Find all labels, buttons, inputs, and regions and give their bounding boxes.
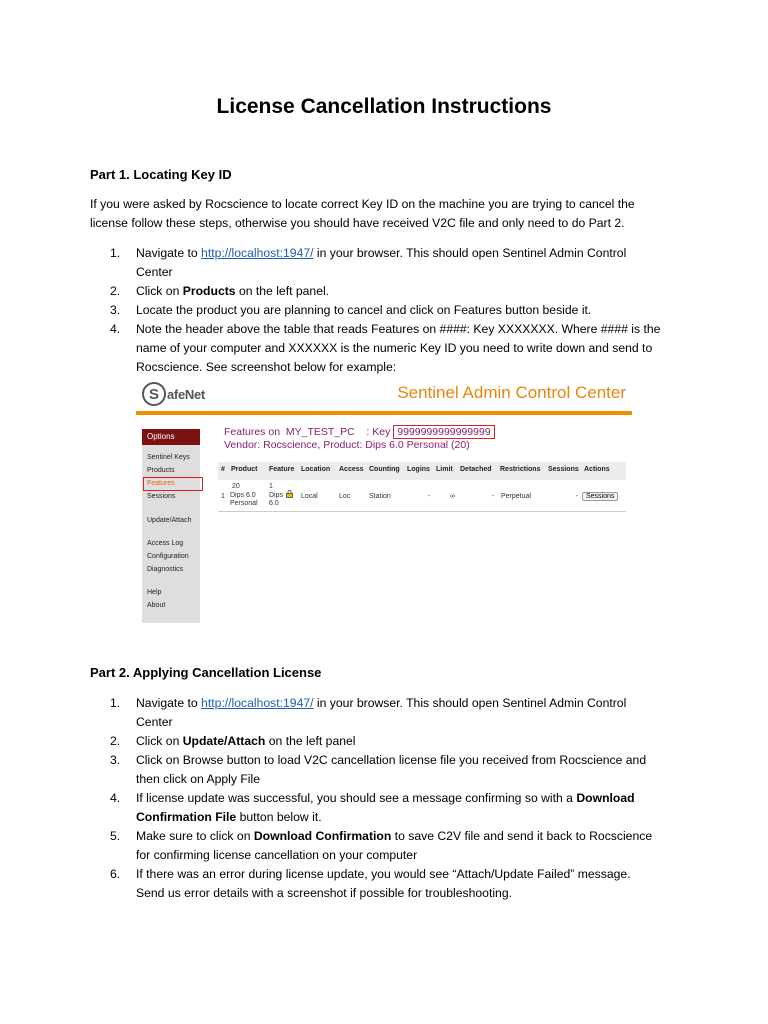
step-number: 1. — [110, 696, 121, 710]
step-text: Navigate to — [136, 696, 202, 710]
safenet-logo-text: afeNet — [167, 386, 205, 402]
column-header: Logins — [407, 466, 430, 473]
step-text: then click on Apply File — [136, 772, 260, 786]
document-title: License Cancellation Instructions — [216, 95, 552, 118]
cell-text: Dips — [269, 491, 284, 499]
step-text: Click on — [136, 734, 183, 748]
step-text: button below it. — [236, 810, 322, 824]
list-item — [110, 244, 680, 282]
step-bold-text: Products — [182, 284, 236, 298]
list-item — [110, 320, 680, 377]
step-text: Center — [136, 715, 173, 729]
step-number: 3. — [110, 303, 121, 317]
column-header: Location — [301, 466, 331, 473]
sidebar-item-sessions[interactable]: Sessions — [147, 493, 176, 500]
sidebar-header: Options — [142, 429, 200, 445]
step-text: If there was an error during license update, you would see “Attach/Update Failed” message. — [136, 867, 631, 881]
key-id-highlight: 9999999999999999 — [393, 425, 494, 439]
list-item — [110, 282, 680, 301]
step-text: in your browser. This should open Sentinel Admin Control — [313, 696, 627, 710]
sidebar-item-about[interactable]: About — [147, 602, 166, 609]
header-bar — [136, 411, 632, 415]
step-number: 4. — [110, 322, 121, 336]
step-number: 1. — [110, 246, 121, 260]
cell-text: 20 — [232, 483, 240, 490]
sidebar-item-configuration[interactable]: Configuration — [147, 553, 189, 560]
cell-location: Local — [301, 493, 318, 500]
list-item — [110, 732, 680, 751]
column-header: # — [221, 466, 225, 473]
sessions-button[interactable]: Sessions — [582, 492, 618, 501]
column-header: Access — [339, 466, 364, 473]
cell-access: Loc — [339, 493, 351, 500]
cell-sessions: - — [576, 493, 579, 500]
part2-heading: Part 2. Applying Cancellation License — [90, 665, 322, 680]
cell-restrictions: Perpetual — [501, 493, 531, 500]
features-header — [224, 426, 495, 438]
step-text: Click on Browse button to load V2C cancellation license file you received from Rocscience and — [136, 753, 647, 767]
list-item — [110, 789, 680, 827]
step-text: Rocscience. See screenshot below for example: — [136, 360, 397, 374]
cell-feature — [269, 483, 283, 509]
features-prefix: Features on MY_TEST_PC : Key — [224, 426, 394, 438]
step-number: 6. — [110, 867, 121, 881]
sidebar-item-features[interactable]: Features — [147, 480, 175, 487]
step-text: If license update was successful, you should see a message confirming so with a — [136, 791, 577, 805]
safenet-logo-icon: S — [142, 382, 166, 406]
step-number: 3. — [110, 753, 121, 767]
vendor-line: Vendor: Rocscience, Product: Dips 6.0 Personal (20) — [224, 439, 470, 451]
step-text: Center — [136, 265, 173, 279]
column-header: Restrictions — [500, 466, 541, 473]
safenet-logo — [142, 380, 205, 408]
step-text: Send us error details with a screenshot if possible for troubleshooting. — [136, 886, 512, 900]
intro-line: license follow these steps, otherwise you should have received V2C file and only need to do Part 2. — [90, 216, 625, 230]
sidebar-item-access-log[interactable]: Access Log — [147, 540, 184, 547]
step-bold-text: Update/Attach — [182, 734, 266, 748]
list-item — [110, 751, 680, 789]
sidebar-item-update-attach[interactable]: Update/Attach — [147, 517, 192, 524]
column-header: Product — [231, 466, 258, 473]
step-bold-text: Confirmation File — [136, 810, 237, 824]
step-text: on the left panel. — [235, 284, 330, 298]
cell-product — [230, 483, 258, 509]
cell-detached: - — [492, 493, 495, 500]
cell-text: Dips 6.0 — [230, 491, 256, 499]
cell-num: 1 — [221, 493, 225, 500]
column-header: Feature — [269, 466, 295, 473]
list-item — [110, 301, 680, 320]
localhost-link[interactable]: http://localhost:1947/ — [201, 696, 314, 710]
column-header: Detached — [460, 466, 492, 473]
step-text: Make sure to click on — [136, 829, 254, 843]
step-number: 4. — [110, 791, 121, 805]
cell-text: 1 — [269, 483, 273, 490]
localhost-link[interactable]: http://localhost:1947/ — [201, 246, 314, 260]
column-header: Limit — [436, 466, 453, 473]
step-number: 2. — [110, 284, 121, 298]
part1-heading: Part 1. Locating Key ID — [90, 167, 232, 182]
step-bold-text: Download — [576, 791, 635, 805]
step-number: 2. — [110, 734, 121, 748]
sidebar-item-sentinel-keys[interactable]: Sentinel Keys — [147, 454, 190, 461]
sentinel-screenshot — [136, 375, 632, 625]
list-item — [110, 827, 680, 865]
table-divider — [218, 511, 626, 512]
cell-text: Personal — [230, 500, 258, 507]
step-text: Locate the product you are planning to cancel and click on Features button beside it. — [136, 303, 592, 317]
table-header — [218, 462, 626, 480]
part1-intro — [90, 195, 680, 233]
step-text: Navigate to — [136, 246, 202, 260]
sidebar-item-diagnostics[interactable]: Diagnostics — [147, 566, 184, 573]
cell-counting: Station — [369, 493, 391, 500]
step-text: in your browser. This should open Sentinel Admin Control — [313, 246, 627, 260]
cell-logins: - — [428, 493, 431, 500]
app-title: Sentinel Admin Control Center — [397, 383, 626, 402]
step-text: name of your computer and XXXXXX is the numeric Key ID you need to write down and send to — [136, 341, 653, 355]
step-text: to save C2V file and send it back to Rocscience — [391, 829, 653, 843]
step-text: on the left panel — [265, 734, 356, 748]
part2-steps — [110, 694, 680, 903]
intro-line: If you were asked by Rocscience to locate correct Key ID on the machine you are trying to cancel the — [90, 197, 635, 211]
part1-steps — [110, 244, 680, 377]
column-header: Sessions — [548, 466, 579, 473]
column-header: Counting — [369, 466, 400, 473]
step-text: Click on — [136, 284, 183, 298]
sidebar-item-help[interactable]: Help — [147, 589, 162, 596]
cell-text: 6.0 — [269, 500, 279, 507]
list-item — [110, 694, 680, 732]
features-highlight-box — [143, 477, 203, 491]
lock-icon — [286, 490, 293, 498]
step-text: for confirming license cancellation on your computer — [136, 848, 418, 862]
step-number: 5. — [110, 829, 121, 843]
options-sidebar — [142, 429, 200, 623]
step-text: Note the header above the table that reads Features on ####: Key XXXXXXX. Where #### is the — [136, 322, 661, 336]
cell-limit: ∞ — [450, 493, 455, 500]
step-bold-text: Download Confirmation — [253, 829, 392, 843]
column-header: Actions — [584, 466, 610, 473]
sidebar-item-products[interactable]: Products — [147, 467, 175, 474]
list-item — [110, 865, 680, 903]
